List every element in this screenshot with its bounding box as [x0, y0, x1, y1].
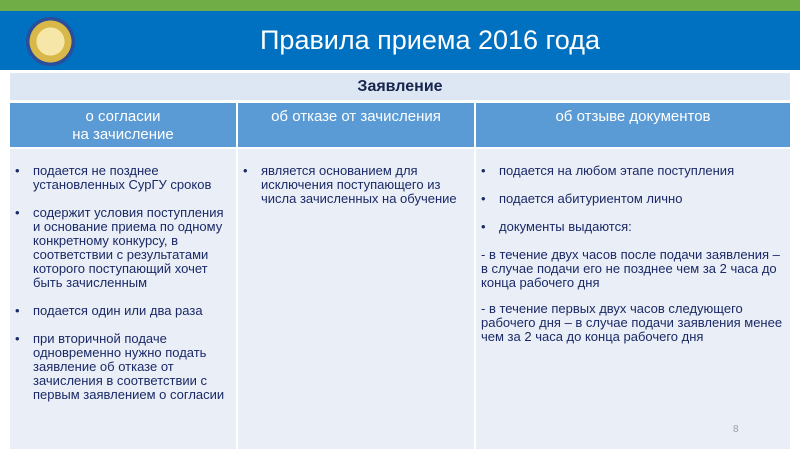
dash-item: - в течение первых двух часов следующего рабочего дня – в случае подачи заявления менее чем за 2 часа до конца рабочего дня: [481, 301, 783, 344]
list-item: • подается на любом этапе поступления: [476, 164, 790, 178]
table-caption: Заявление: [10, 73, 790, 100]
list-item: • подается один или два раза: [10, 304, 236, 318]
top-accent-bar: [0, 0, 800, 11]
list-item: • содержит условия поступления и основание приема по одному конкретному конкурсу, в соответствии с результатами которого поступающий хочет быть зачисленным: [10, 206, 236, 290]
withdrawal-cell: [476, 149, 790, 449]
dash-item: - в течение двух часов после подачи заявления – в случае подачи его не позднее чем за 2 часа до конца рабочего дня: [481, 247, 780, 290]
table-body-row: [10, 149, 790, 449]
table-header-row: [10, 103, 790, 147]
column-header-withdrawal: об отзыве документов: [476, 103, 790, 147]
list-item: • является основанием для исключения поступающего из числа зачисленных на обучение: [238, 164, 474, 206]
list-item: • при вторичной подаче одновременно нужно подать заявление об отказе от зачисления в соответствии с первым заявлением о согласии: [10, 332, 236, 402]
slide-title: Правила приема 2016 года: [260, 25, 600, 55]
refusal-cell: [238, 149, 474, 449]
consent-cell: [10, 149, 236, 449]
column-header-consent: [10, 103, 236, 147]
list-item: • подается не позднее установленных СурГУ сроков: [10, 164, 236, 192]
slide-header: [0, 11, 800, 70]
rules-table: [10, 73, 790, 449]
page-number: 8: [733, 424, 739, 435]
column-header-refusal: об отказе от зачисления: [238, 103, 474, 147]
list-item: • документы выдаются:: [476, 220, 790, 234]
header-line: на зачисление: [72, 126, 174, 143]
header-line: о согласии: [85, 108, 161, 125]
list-item: • подается абитуриентом лично: [476, 192, 790, 206]
